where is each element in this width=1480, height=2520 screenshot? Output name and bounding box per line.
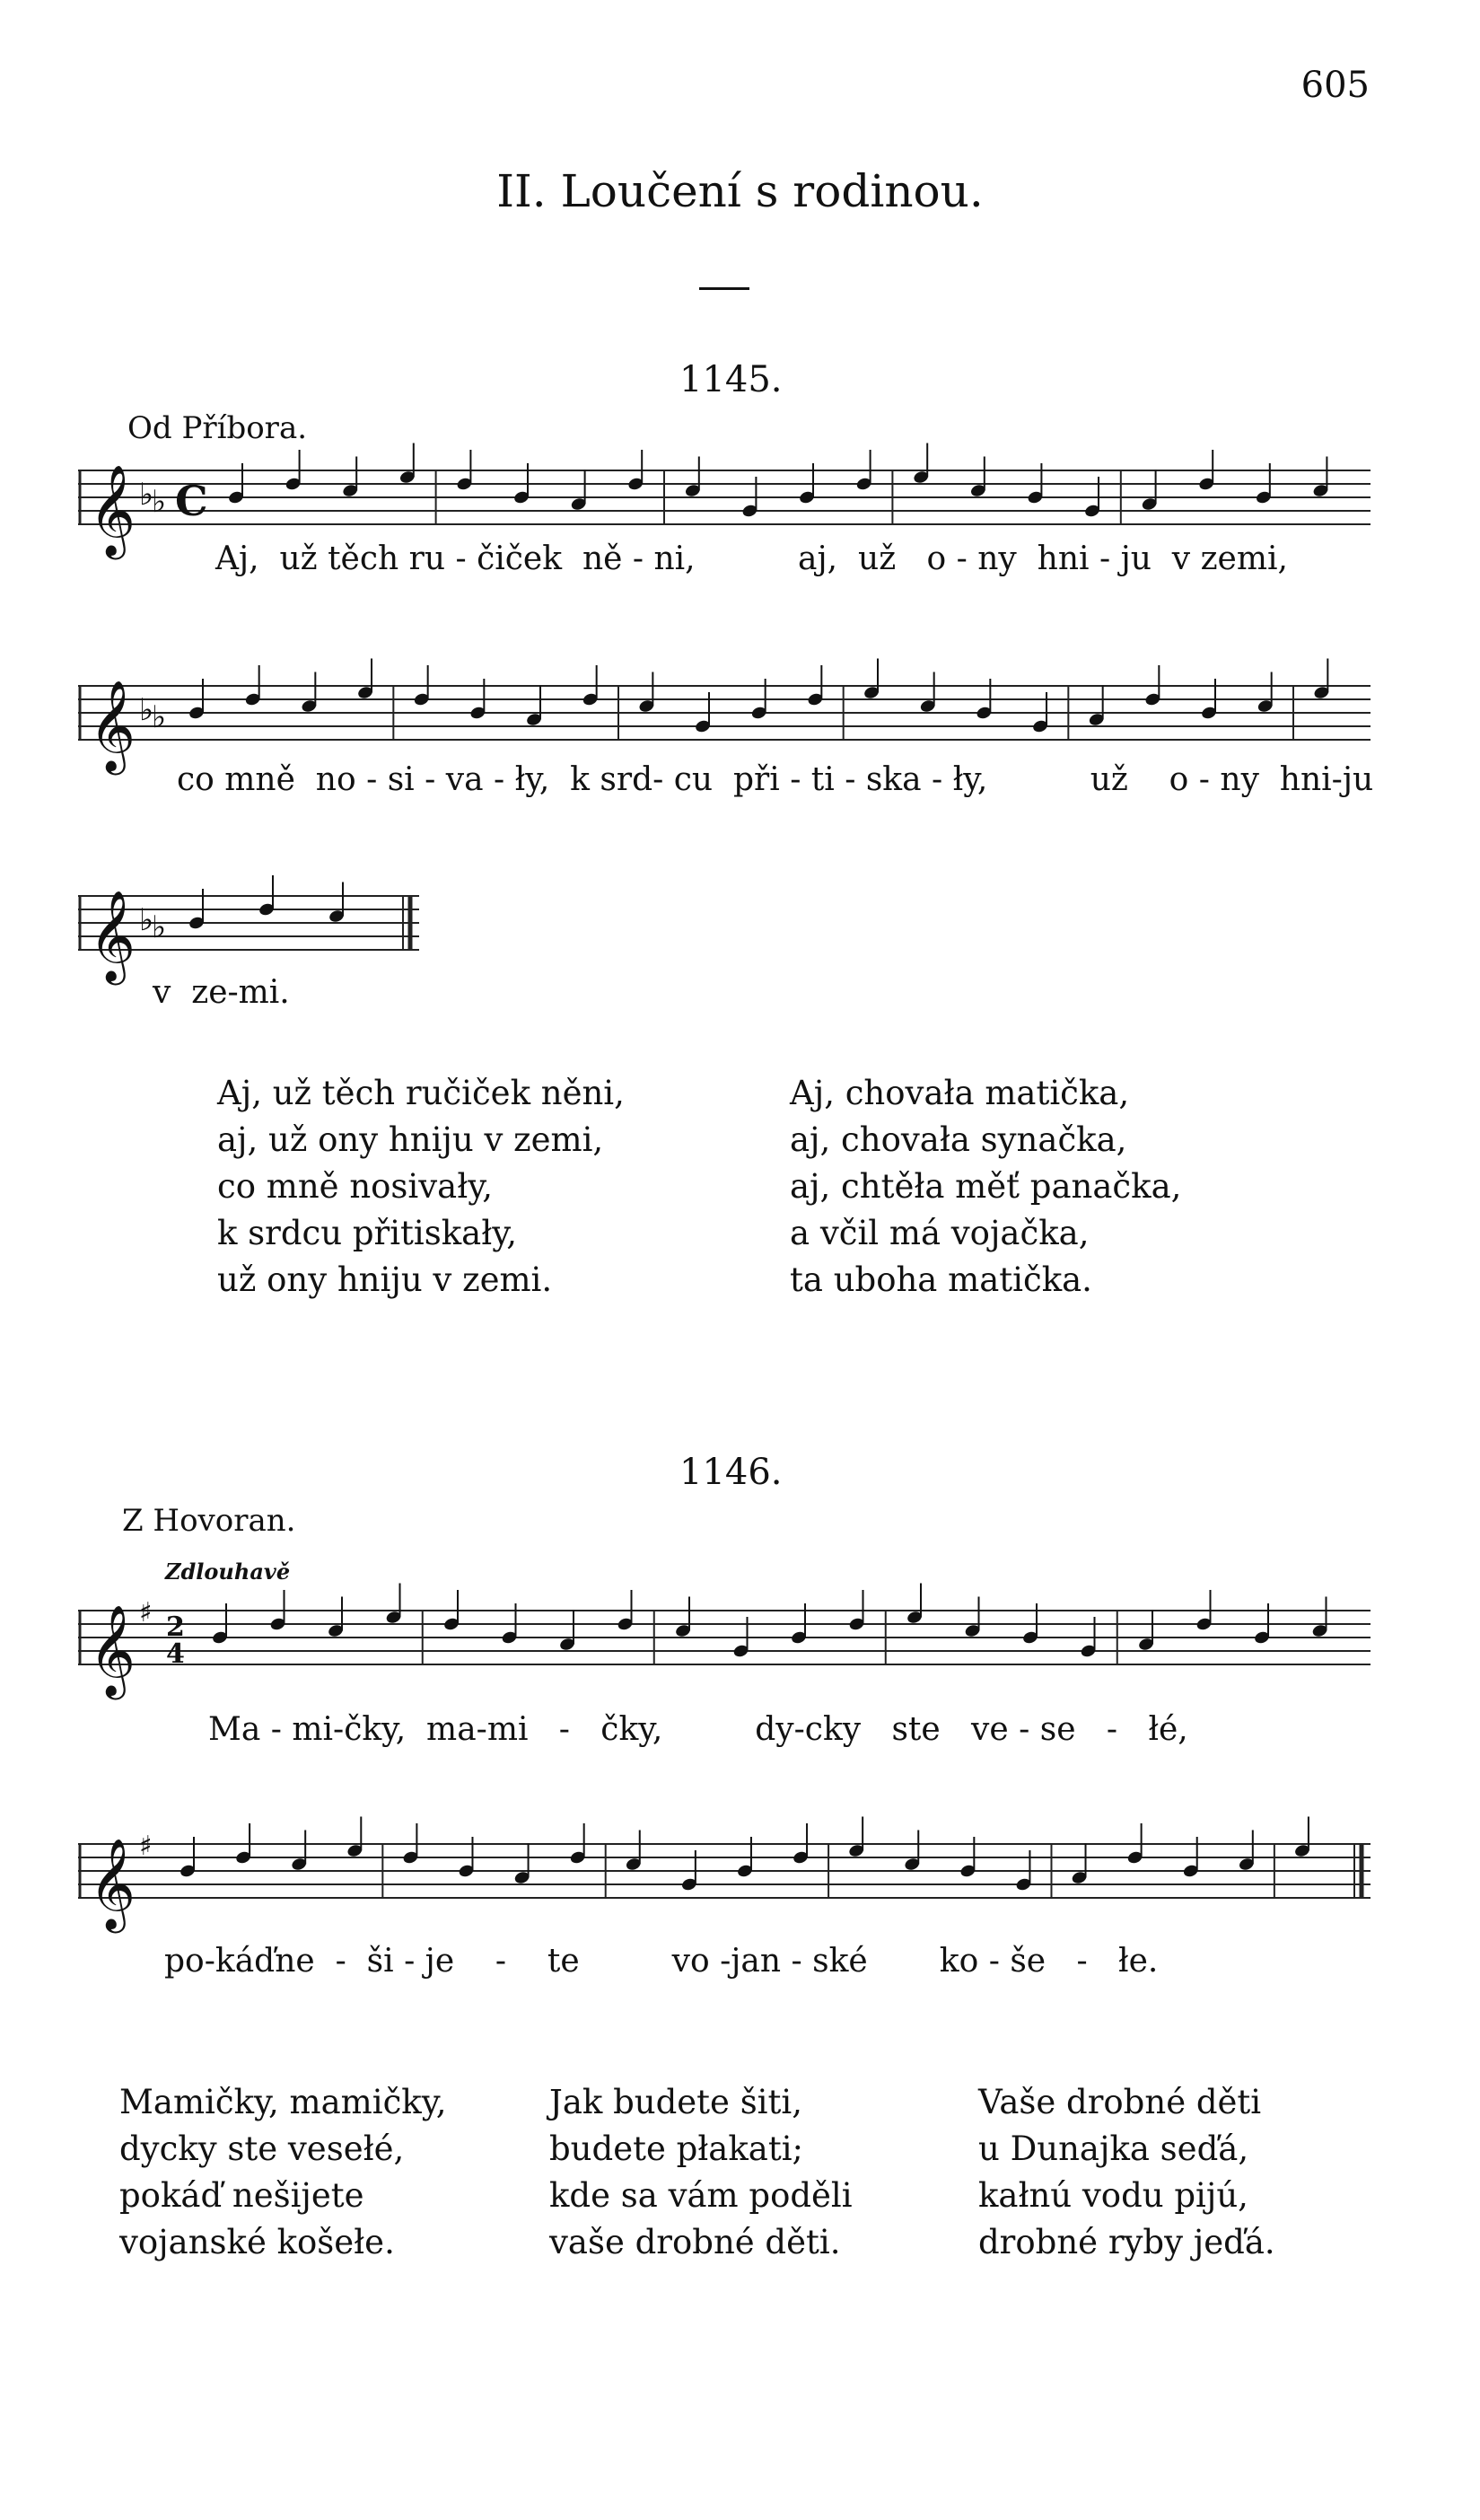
- verse-line: a včil má vojačka,: [790, 1214, 1090, 1252]
- verse-stanza: [549, 2079, 853, 2266]
- svg-text:♭: ♭: [152, 909, 167, 945]
- verse-stanza: [978, 2079, 1275, 2266]
- lyric-line: po-káďne - ši - je - te vo -jan - ské ko - še - łe.: [164, 1943, 1159, 1980]
- svg-text:♯: ♯: [139, 1831, 153, 1862]
- verse-line: Mamičky, mamičky,: [119, 2083, 447, 2121]
- song-origin: Od Příbora.: [127, 410, 308, 446]
- svg-text:2: 2: [166, 1611, 185, 1643]
- svg-text:♯: ♯: [139, 1597, 153, 1629]
- tempo-marking: Zdlouhavě: [165, 1559, 291, 1585]
- verse-line: aj, chovała synačka,: [790, 1120, 1127, 1159]
- verse-line: drobné ryby jeďá.: [978, 2223, 1275, 2261]
- svg-text:C: C: [175, 477, 208, 525]
- verse-line: vojanské košełe.: [119, 2223, 395, 2261]
- verse-line: aj, chtěła měť panačka,: [790, 1167, 1182, 1206]
- page-number: 605: [1300, 65, 1370, 106]
- lyric-line: v ze-mi.: [153, 974, 290, 1011]
- verse-stanza: [217, 1070, 625, 1304]
- section-title: II. Loučení s rodinou.: [496, 165, 984, 217]
- lyric-line: Aj, už těch ru - čiček ně - ni, aj, už o - ny hni - ju v zemi,: [215, 540, 1288, 577]
- music-staff: [78, 677, 1371, 771]
- verse-line: Vaše drobné děti: [978, 2083, 1262, 2121]
- verse-line: kałnú vodu pijú,: [978, 2176, 1248, 2215]
- verse-stanza: [119, 2079, 446, 2266]
- svg-text:♭: ♭: [139, 477, 154, 513]
- verse-line: dycky ste vesełé,: [119, 2129, 405, 2168]
- music-staff: [78, 1831, 1371, 1929]
- verse-line: Aj, chovała matička,: [790, 1074, 1130, 1112]
- verse-line: pokáď nešijete: [119, 2176, 364, 2215]
- svg-text:𝄞: 𝄞: [89, 1603, 136, 1696]
- svg-text:♭: ♭: [152, 699, 167, 735]
- svg-text:𝄞: 𝄞: [89, 463, 136, 556]
- music-staff: [78, 461, 1371, 556]
- verse-line: už ony hniju v zemi.: [217, 1260, 553, 1299]
- verse-line: vaše drobné děti.: [549, 2223, 841, 2261]
- verse-line: budete płakati;: [549, 2129, 804, 2168]
- music-staff: [78, 887, 419, 981]
- svg-text:4: 4: [166, 1638, 185, 1670]
- song-number: 1146.: [679, 1452, 783, 1493]
- song-number: 1145.: [679, 359, 783, 400]
- verse-line: kde sa vám poděli: [549, 2176, 853, 2215]
- lyric-line: Ma - mi-čky, ma-mi - čky, dy-cky ste ve - se - łé,: [208, 1711, 1188, 1748]
- svg-text:♭: ♭: [152, 484, 167, 520]
- svg-text:♭: ♭: [139, 902, 154, 938]
- song-origin: Z Hovoran.: [122, 1503, 296, 1539]
- lyric-line: co mně no - si - va - ły, k srd- cu při - ti - ska - ły, už o - ny hni-ju: [177, 761, 1374, 798]
- svg-text:𝄞: 𝄞: [89, 679, 136, 771]
- verse-line: k srdcu přitiskały,: [217, 1214, 517, 1252]
- svg-text:♭: ♭: [139, 692, 154, 728]
- music-staff: [78, 1597, 1371, 1696]
- verse-line: ta uboha matička.: [790, 1260, 1092, 1299]
- svg-text:𝄞: 𝄞: [89, 889, 136, 981]
- verse-line: co mně nosivały,: [217, 1167, 493, 1206]
- title-divider: [699, 287, 749, 290]
- verse-line: Aj, už těch ručiček něni,: [217, 1074, 625, 1112]
- verse-line: u Dunajka seďá,: [978, 2129, 1249, 2168]
- verse-line: aj, už ony hniju v zemi,: [217, 1120, 604, 1159]
- verse-line: Jak budete šiti,: [549, 2083, 802, 2121]
- verse-stanza: [790, 1070, 1181, 1304]
- svg-text:𝄞: 𝄞: [89, 1837, 136, 1929]
